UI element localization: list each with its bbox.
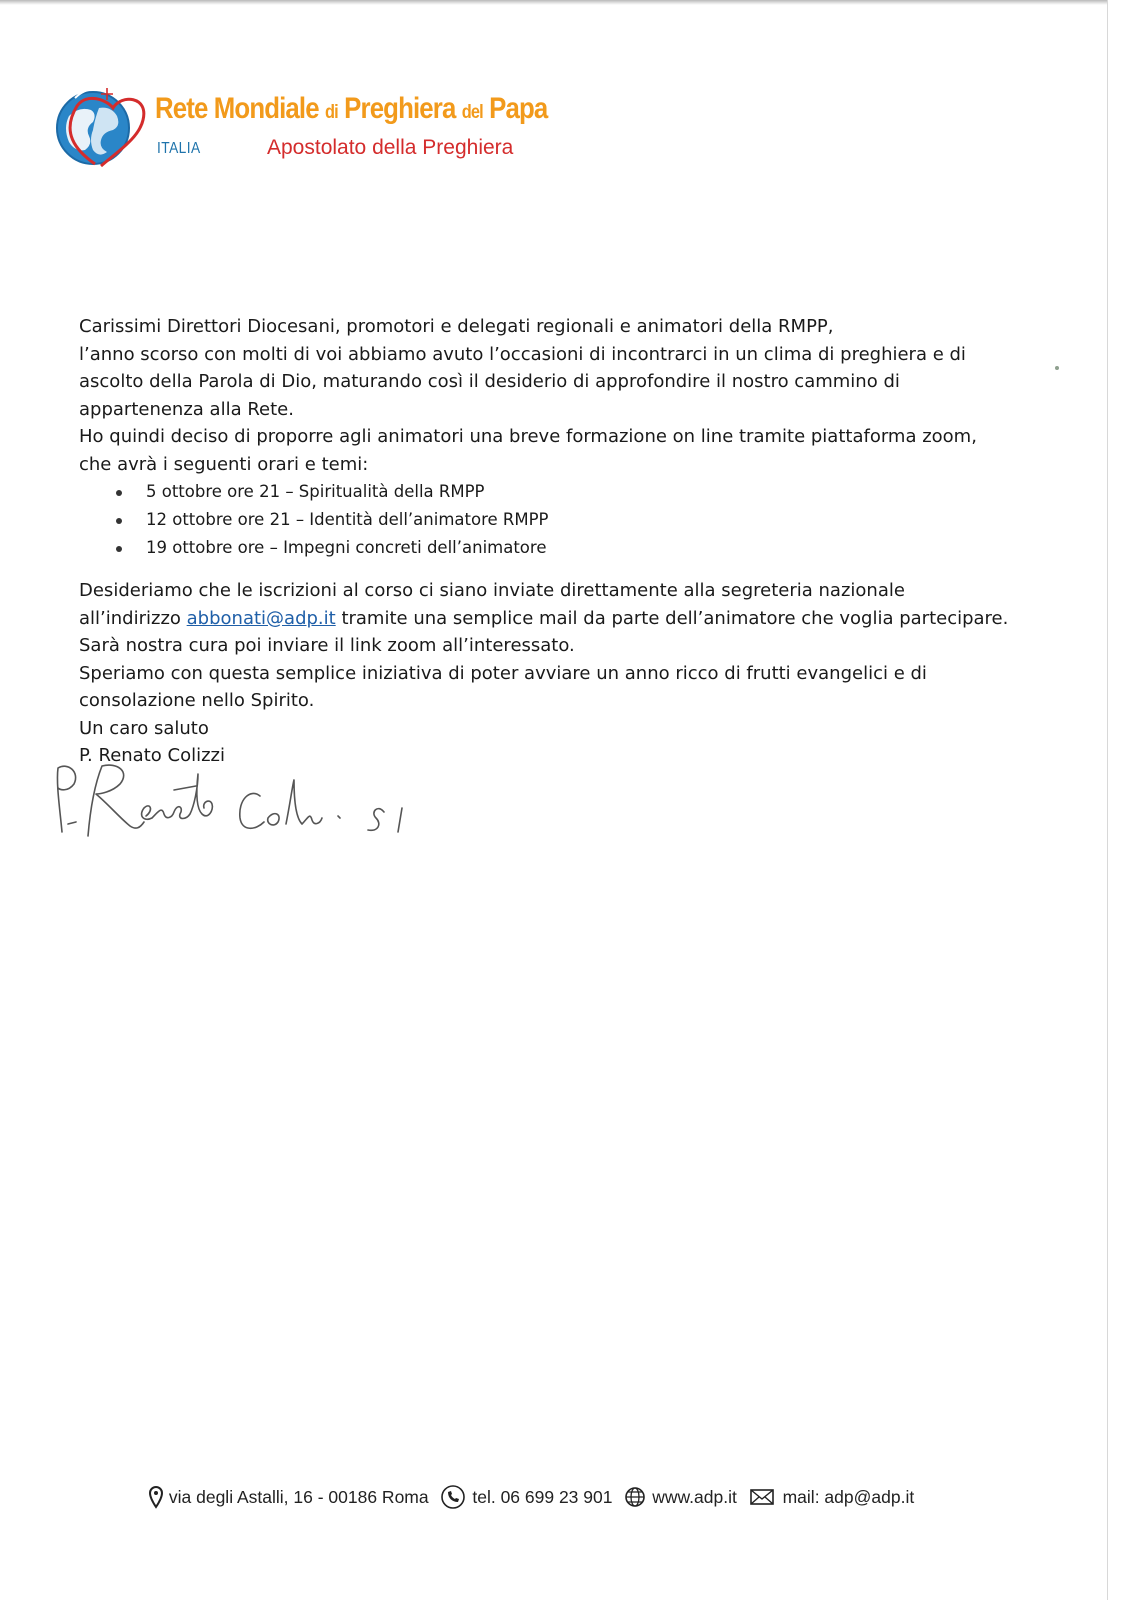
location-pin-icon — [148, 1485, 164, 1509]
schedule-item: 12 ottobre ore 21 – Identità dell’animatore RMPP — [146, 506, 1009, 534]
letter-body — [79, 313, 1009, 770]
scan-speck — [1055, 366, 1059, 370]
schedule-item: 19 ottobre ore – Impegni concreti dell’animatore — [146, 534, 1009, 562]
scan-top-edge — [0, 0, 1108, 5]
letter-closing: Un caro saluto — [79, 717, 209, 739]
letter-greeting: Carissimi Direttori Diocesani, promotori e delegati regionali e animatori della RMPP, — [79, 316, 834, 337]
letter-paragraph-2: Ho quindi deciso di proporre agli animatori una breve formazione on line tramite piattaforma zoom, che avrà i seguenti orari e temi: — [79, 426, 977, 475]
letter-paragraph-3: Desideriamo che le iscrizioni al corso ci siano inviate direttamente alla segreteria nazionale all’indirizzo abbonati@adp.it tramite una semplice mail da parte dell’animatore che voglia partecipare. Sarà nostra cura poi inviare il link zoom all’interessato. — [79, 580, 1009, 656]
handwritten-signature — [50, 760, 450, 850]
globe-icon — [623, 1486, 647, 1508]
footer-phone: tel. 06 699 23 901 — [472, 1486, 613, 1507]
footer-website[interactable]: www.adp.it — [652, 1486, 737, 1507]
letter-paragraph-4: Speriamo con questa semplice iniziativa di poter avviare un anno ricco di frutti evangelici e di consolazione nello Spirito. — [79, 662, 927, 711]
letter-paragraph-1: l’anno scorso con molti di voi abbiamo avuto l’occasioni di incontrarci in un clima di preghiera e di ascolto della Parola di Dio, maturando così il desiderio di approfondire il nostro cammino di appartenenza alla Rete. — [79, 343, 966, 420]
footer-contact — [148, 1484, 920, 1514]
globe-heart-logo-icon — [55, 86, 151, 172]
phone-icon — [439, 1484, 467, 1510]
organization-name: Rete Mondiale di Preghiera del Papa — [155, 92, 548, 125]
letterhead — [55, 82, 575, 172]
email-link[interactable]: abbonati@adp.it — [186, 607, 336, 629]
footer-address: via degli Astalli, 16 - 00186 Roma — [168, 1486, 429, 1507]
organization-subtitle: Apostolato della Preghiera — [267, 136, 514, 159]
schedule-list — [79, 478, 1009, 562]
envelope-icon — [748, 1486, 778, 1508]
scan-right-margin — [1108, 0, 1131, 1600]
schedule-item: 5 ottobre ore 21 – Spiritualità della RMPP — [146, 478, 1009, 506]
organization-country: ITALIA — [157, 140, 201, 157]
sender-name: P. Renato Colizzi — [79, 745, 225, 766]
footer-mail[interactable]: mail: adp@adp.it — [782, 1486, 915, 1507]
